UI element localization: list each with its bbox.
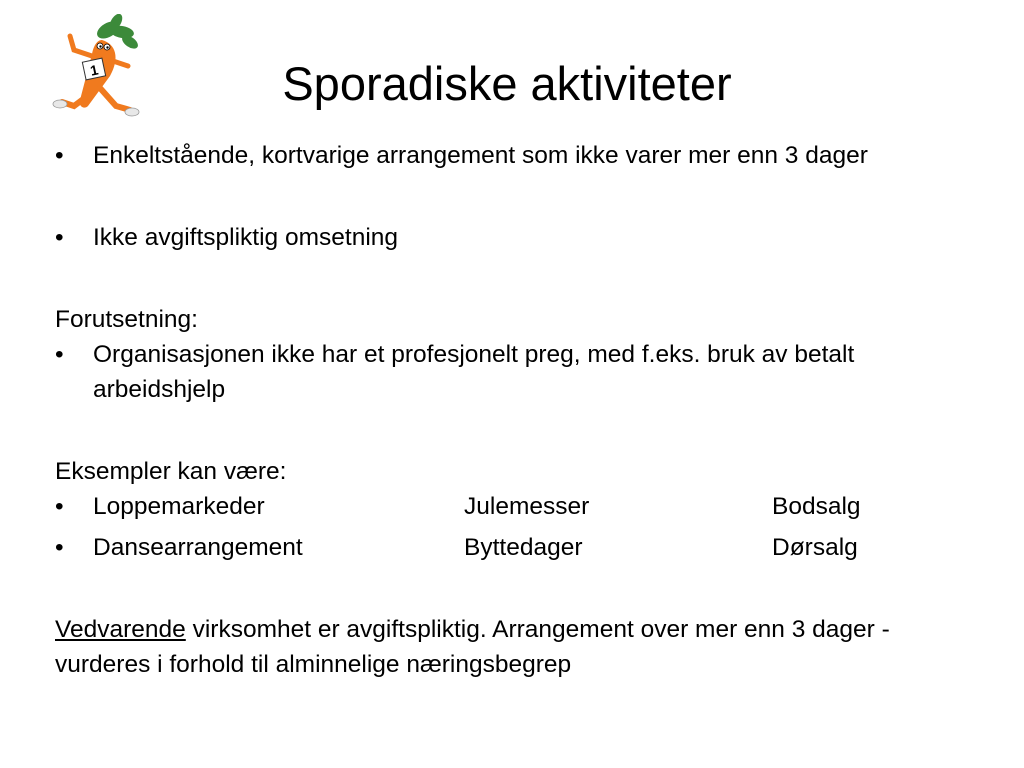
- example-item: Byttedager: [464, 534, 583, 561]
- example-item: Dansearrangement: [93, 534, 303, 561]
- bullet-text: Ikke avgiftspliktig omsetning: [93, 224, 399, 251]
- bullet-item: [55, 220, 975, 255]
- example-item: Dørsalg: [772, 534, 858, 561]
- section-heading: Eksempler kan være:: [55, 458, 287, 485]
- slide-content: [55, 138, 975, 682]
- bullet-item: [55, 337, 975, 407]
- bullet-text: Enkeltstående, kortvarige arrangement som ikke varer mer enn 3 dager: [93, 142, 868, 169]
- closing-text: virksomhet er avgiftspliktig. Arrangement over mer enn 3 dager - vurderes i forhold til alminnelige næringsbegrep: [55, 616, 890, 678]
- closing-paragraph: [55, 612, 975, 682]
- closing-underlined-word: Vedvarende: [55, 616, 186, 643]
- bullet-text: Organisasjonen ikke har et profesjonelt preg, med f.eks. bruk av betalt arbeidshjelp: [93, 341, 855, 403]
- example-row: [55, 489, 975, 524]
- example-item: Julemesser: [464, 493, 590, 520]
- slide-title: Sporadiske aktiviteter: [282, 57, 732, 110]
- section-heading: Forutsetning:: [55, 306, 198, 333]
- bullet-item: [55, 138, 975, 173]
- bullet-marker: •: [55, 493, 64, 520]
- bullet-marker: •: [55, 341, 64, 368]
- bullet-marker: •: [55, 534, 64, 561]
- example-item: Bodsalg: [772, 493, 861, 520]
- bullet-marker: •: [55, 224, 64, 251]
- svg-text:1: 1: [88, 61, 100, 79]
- example-item: Loppemarkeder: [93, 493, 265, 520]
- bullet-marker: •: [55, 142, 64, 169]
- example-row: [55, 530, 975, 565]
